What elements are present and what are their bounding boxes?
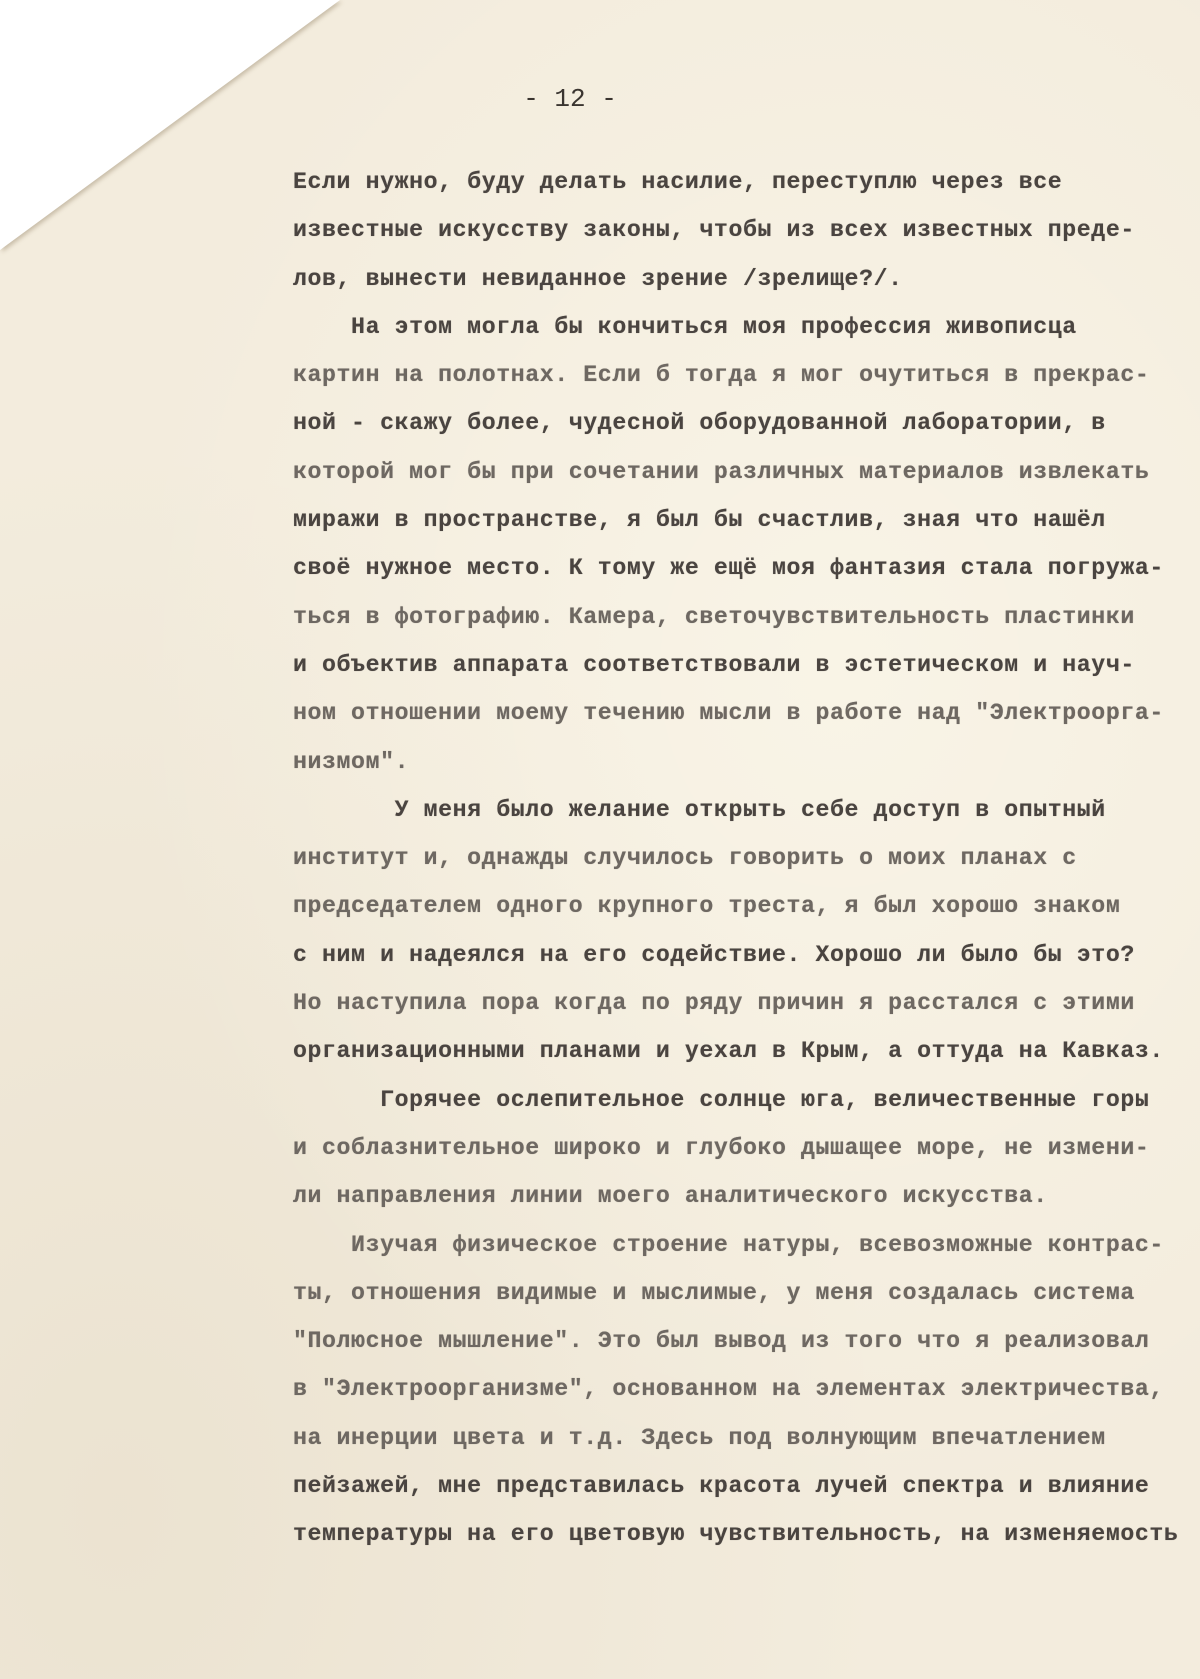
text-line: низмом". [293, 748, 410, 775]
text-line: и соблазнительное широко и глубоко дышащее море, не измени- [293, 1134, 1150, 1161]
text-line: лов, вынести невиданное зрение /зрелище?/. [293, 265, 903, 292]
text-line: которой мог бы при сочетании различных материалов извлекать [293, 458, 1150, 485]
text-line: Горячее ослепительное солнце юга, величественные горы [293, 1086, 1150, 1113]
text-line: пейзажей, мне представилась красота лучей спектра и влияние [293, 1473, 1150, 1500]
text-line: в "Электроорганизме", основанном на элементах электричества, [293, 1376, 1164, 1403]
text-line: миражи в пространстве, я был бы счастлив, зная что нашёл [293, 507, 1106, 534]
text-line: температуры на его цветовую чувствительность, на изменяемость [293, 1521, 1179, 1548]
text-line: ли направления линии моего аналитического искусства. [293, 1183, 1048, 1210]
text-line: "Полюсное мышление". Это был вывод из того что я реализовал [293, 1328, 1150, 1355]
text-line: с ним и надеялся на его содействие. Хорошо ли было бы это? [293, 941, 1135, 968]
text-line: картин на полотнах. Если б тогда я мог очутиться в прекрас- [293, 362, 1150, 389]
text-line: известные искусству законы, чтобы из всех известных преде- [293, 217, 1135, 244]
page-number: - 12 - [523, 84, 617, 114]
text-line: ном отношении моему течению мысли в работе над "Электрооргa- [293, 700, 1164, 727]
text-line: институт и, однажды случилось говорить о моих планах с [293, 845, 1077, 872]
text-line: Если нужно, буду делать насилие, переступлю через все [293, 169, 1063, 195]
folded-corner [0, 0, 340, 250]
text-line: ться в фотографию. Камера, светочувствительность пластинки [293, 603, 1135, 630]
text-line: Но наступила пора когда по ряду причин я расстался с этими [293, 990, 1135, 1017]
text-line: У меня было желание открыть себе доступ в опытный [293, 796, 1106, 823]
text-line: на инерции цвета и т.д. Здесь под волнующим впечатлением [293, 1424, 1106, 1451]
text-line: Изучая физическое строение натуры, всевозможные контрас- [293, 1231, 1164, 1258]
text-line: ты, отношения видимые и мыслимые, у меня создалась система [293, 1279, 1135, 1306]
text-line: ной - скажу более, чудесной оборудованной лаборатории, в [293, 410, 1106, 437]
text-line: своё нужное место. К тому же ещё моя фантазия стала погружа- [293, 555, 1164, 582]
text-line: На этом могла бы кончиться моя профессия живописца [293, 313, 1077, 340]
typewritten-text [293, 158, 1193, 1559]
text-line: и объектив аппарата соответствовали в эстетическом и науч- [293, 651, 1135, 678]
text-line: организационными планами и уехал в Крым, а оттуда на Кавказ. [293, 1038, 1164, 1065]
text-line: председателем одного крупного треста, я был хорошо знаком [293, 893, 1121, 920]
